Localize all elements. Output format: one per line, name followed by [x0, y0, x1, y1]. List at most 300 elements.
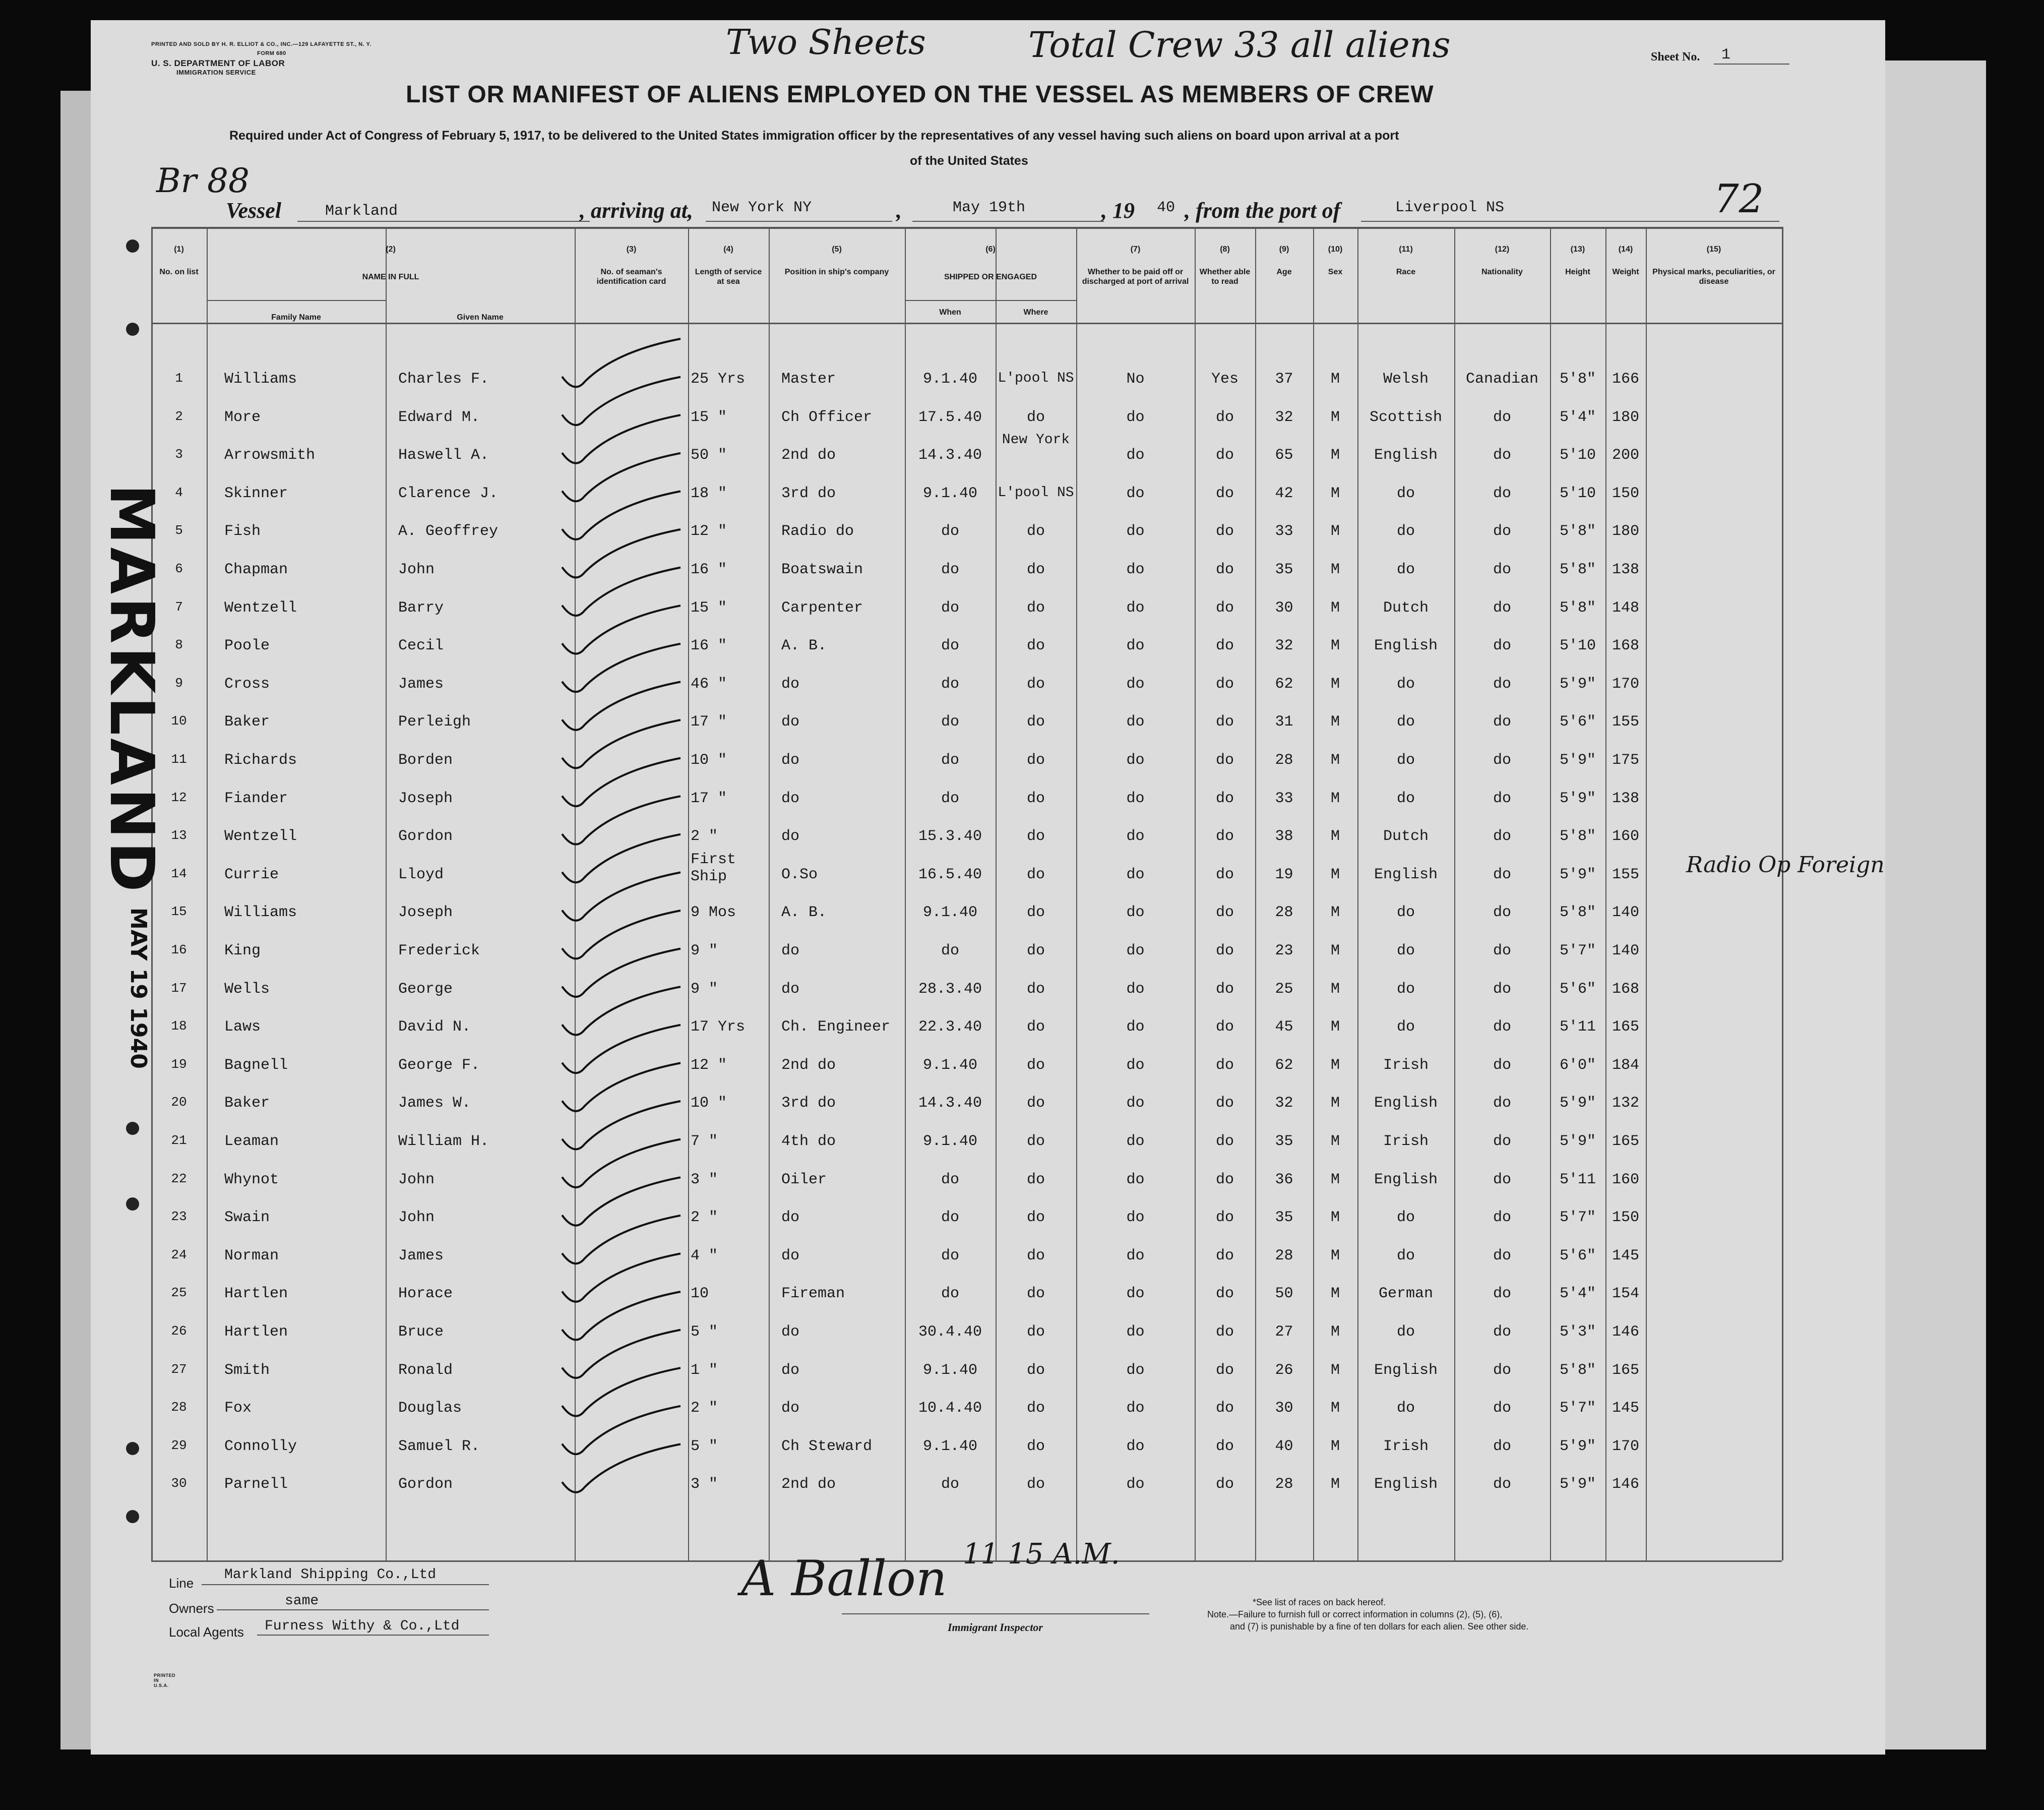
length-of-service: 1 ": [691, 1361, 718, 1379]
age: 33: [1275, 523, 1293, 540]
position: O.So: [781, 866, 818, 883]
row-number: 25: [171, 1285, 187, 1301]
age: 28: [1275, 1247, 1293, 1264]
column-label: Physical marks, peculiarities, or disease: [1652, 268, 1775, 286]
able-to-read: do: [1215, 1476, 1234, 1493]
nationality: do: [1493, 1095, 1511, 1112]
row-number: 21: [171, 1133, 187, 1148]
shipped-when: do: [941, 1209, 959, 1227]
position: do: [781, 790, 800, 807]
shipped-when: 30.4.40: [918, 1323, 982, 1341]
sex: M: [1330, 1247, 1340, 1264]
row-number: 23: [171, 1209, 187, 1225]
family-name: Parnell: [224, 1476, 288, 1493]
height: 5'8": [1559, 523, 1596, 540]
row14-remark: Radio Op Foreign: [1686, 852, 1885, 878]
service-label: IMMIGRATION SERVICE: [176, 69, 256, 76]
able-to-read: do: [1215, 790, 1234, 807]
height: 5'9": [1559, 1437, 1596, 1455]
height: 5'7": [1559, 1400, 1596, 1417]
sex: M: [1330, 447, 1340, 464]
table-rule: [151, 323, 1782, 324]
height: 5'11: [1559, 1171, 1596, 1188]
form-title: LIST OR MANIFEST OF ALIENS EMPLOYED ON THE VESSEL AS MEMBERS OF CREW: [406, 81, 1434, 108]
given-name: Cecil: [398, 637, 444, 655]
table-rule: [769, 227, 770, 1560]
race: Scottish: [1369, 408, 1443, 426]
row-number: 28: [171, 1400, 187, 1415]
length-of-service: First Ship: [691, 851, 736, 885]
shipped-when: 9.1.40: [922, 1056, 978, 1074]
given-name: Bruce: [398, 1323, 444, 1341]
height: 5'9": [1559, 752, 1596, 769]
agents-label: Local Agents: [169, 1624, 244, 1640]
weight: 160: [1612, 828, 1639, 846]
paid-off: do: [1126, 599, 1145, 617]
family-name: Williams: [224, 371, 297, 388]
weight: 170: [1612, 1437, 1639, 1455]
sex: M: [1330, 523, 1340, 540]
printer-line: PRINTED AND SOLD BY H. R. ELLIOT & CO., INC.—129 LAFAYETTE ST., N. Y.: [151, 41, 371, 47]
length-of-service: 7 ": [691, 1133, 718, 1150]
nationality: do: [1493, 1133, 1511, 1150]
shipped-when: do: [941, 942, 959, 959]
able-to-read: do: [1215, 447, 1234, 464]
nationality: do: [1493, 1361, 1511, 1379]
shipped-when: 9.1.40: [922, 904, 978, 922]
position: 3rd do: [781, 485, 836, 502]
length-of-service: 10 ": [691, 752, 727, 769]
nationality: do: [1493, 561, 1511, 578]
paid-off: do: [1126, 1018, 1145, 1036]
column-number: (6): [985, 245, 996, 254]
race: do: [1396, 523, 1415, 540]
column-label: Weight: [1612, 268, 1639, 276]
handwritten-crew-total: Total Crew 33 all aliens: [1028, 24, 1451, 66]
weight: 145: [1612, 1400, 1639, 1417]
length-of-service: 12 ": [691, 523, 727, 540]
position: 3rd do: [781, 1095, 836, 1112]
shipped-where: do: [1026, 1437, 1045, 1455]
shipped-where: New York: [1002, 432, 1070, 448]
nationality: do: [1493, 1437, 1511, 1455]
binder-hole: [126, 1122, 139, 1135]
position: do: [781, 1400, 800, 1417]
position: do: [781, 1247, 800, 1264]
nationality: do: [1493, 1018, 1511, 1036]
race: English: [1374, 637, 1438, 655]
family-name: Williams: [224, 904, 297, 922]
paid-off: do: [1126, 561, 1145, 578]
row-number: 16: [171, 942, 187, 957]
family-name: Fox: [224, 1400, 252, 1417]
shipping-line: Markland Shipping Co.,Ltd: [224, 1567, 437, 1583]
able-to-read: do: [1215, 637, 1234, 655]
shipped-when: 28.3.40: [918, 980, 982, 998]
sex: M: [1330, 408, 1340, 426]
able-to-read: do: [1215, 1209, 1234, 1227]
arrival-year: 40: [1157, 199, 1175, 216]
column-label: Race: [1396, 268, 1416, 276]
shipped-where: do: [1026, 866, 1045, 883]
shipped-where: do: [1026, 1361, 1045, 1379]
sex: M: [1330, 599, 1340, 617]
given-name: Horace: [398, 1285, 453, 1303]
height: 5'8": [1559, 904, 1596, 922]
given-name: Haswell A.: [398, 447, 489, 464]
age: 50: [1275, 1285, 1293, 1303]
table-rule: [386, 227, 387, 1560]
nationality: do: [1493, 1323, 1511, 1341]
age: 62: [1275, 675, 1293, 693]
column-label: Position in ship's company: [784, 268, 889, 276]
nationality: do: [1493, 1476, 1511, 1493]
shipped-where: do: [1026, 1400, 1045, 1417]
race: English: [1374, 866, 1438, 883]
race: Welsh: [1383, 371, 1429, 388]
height: 5'7": [1559, 942, 1596, 959]
paid-off: No: [1126, 371, 1145, 388]
column-label: Nationality: [1481, 268, 1523, 276]
binder-hole: [126, 323, 139, 336]
race: Irish: [1383, 1056, 1429, 1074]
family-name: Hartlen: [224, 1285, 288, 1303]
row-number: 12: [171, 790, 187, 805]
family-name: Connolly: [224, 1437, 297, 1455]
age: 38: [1275, 828, 1293, 846]
table-rule: [1076, 227, 1077, 1560]
sex: M: [1330, 1095, 1340, 1112]
paid-off: do: [1126, 752, 1145, 769]
length-of-service: 17 ": [691, 790, 727, 807]
sex: M: [1330, 1056, 1340, 1074]
height: 5'10: [1559, 447, 1596, 464]
form-subtitle-2: of the United States: [910, 154, 1028, 168]
column-number: (14): [1618, 245, 1633, 254]
nationality: do: [1493, 637, 1511, 655]
binder-hole: [126, 1510, 139, 1523]
race: do: [1396, 561, 1415, 578]
race: do: [1396, 675, 1415, 693]
shipped-where: do: [1026, 1018, 1045, 1036]
row-number: 22: [171, 1171, 187, 1186]
able-to-read: do: [1215, 599, 1234, 617]
paid-off: do: [1126, 1476, 1145, 1493]
handwritten-sheets-note: Two Sheets: [726, 23, 926, 63]
age: 28: [1275, 904, 1293, 922]
given-name: James: [398, 675, 444, 693]
length-of-service: 17 ": [691, 713, 727, 731]
able-to-read: do: [1215, 866, 1234, 883]
position: Carpenter: [781, 599, 863, 617]
height: 5'8": [1559, 599, 1596, 617]
race: do: [1396, 752, 1415, 769]
able-to-read: do: [1215, 942, 1234, 959]
department-label: U. S. DEPARTMENT OF LABOR: [151, 58, 285, 68]
height: 5'7": [1559, 1209, 1596, 1227]
length-of-service: 17 Yrs: [691, 1018, 746, 1036]
paid-off: do: [1126, 485, 1145, 502]
paid-off: do: [1126, 675, 1145, 693]
length-of-service: 9 ": [691, 980, 718, 998]
row-number: 2: [175, 408, 183, 424]
column-number: (4): [723, 245, 733, 254]
line-underline: [202, 1584, 489, 1585]
age: 32: [1275, 408, 1293, 426]
age: 40: [1275, 1437, 1293, 1455]
weight: 155: [1612, 713, 1639, 731]
length-of-service: 2 ": [691, 1209, 718, 1227]
position: 2nd do: [781, 1056, 836, 1074]
race: Dutch: [1383, 828, 1429, 846]
row-number: 29: [171, 1437, 187, 1453]
races-note: *See list of races on back hereof.: [1253, 1597, 1386, 1607]
column-label: Whether able to read: [1199, 268, 1251, 286]
position: Ch Steward: [781, 1437, 873, 1455]
sex: M: [1330, 866, 1340, 883]
shipped-when: 15.3.40: [918, 828, 982, 846]
shipped-when: 9.1.40: [922, 1437, 978, 1455]
height: 5'11: [1559, 1018, 1596, 1036]
column-number: (2): [386, 245, 396, 254]
table-rule: [1782, 227, 1783, 1560]
shipped-when: 17.5.40: [918, 408, 982, 426]
height: 5'9": [1559, 790, 1596, 807]
paid-off: do: [1126, 1171, 1145, 1188]
paid-off: do: [1126, 1361, 1145, 1379]
paid-off: do: [1126, 790, 1145, 807]
able-to-read: do: [1215, 485, 1234, 502]
column-label: SHIPPED OR ENGAGED: [944, 273, 1037, 281]
column-label: Sex: [1328, 268, 1343, 276]
nationality: do: [1493, 447, 1511, 464]
race: do: [1396, 942, 1415, 959]
sex: M: [1330, 1285, 1340, 1303]
nationality: do: [1493, 485, 1511, 502]
length-of-service: 9 ": [691, 942, 718, 959]
column-number: (7): [1130, 245, 1141, 254]
shipped-where: do: [1026, 408, 1045, 426]
height: 5'9": [1559, 1133, 1596, 1150]
sheet-number-line: [1714, 64, 1789, 65]
fine-note-2: and (7) is punishable by a fine of ten dollars for each alien. See other side.: [1230, 1621, 1529, 1632]
sex: M: [1330, 637, 1340, 655]
weight: 138: [1612, 561, 1639, 578]
given-name: Frederick: [398, 942, 480, 959]
weight: 168: [1612, 637, 1639, 655]
sex: M: [1330, 1361, 1340, 1379]
family-name: Fish: [224, 523, 261, 540]
nationality: Canadian: [1465, 371, 1539, 388]
position: Master: [781, 371, 836, 388]
able-to-read: do: [1215, 523, 1234, 540]
nationality: do: [1493, 1400, 1511, 1417]
sex: M: [1330, 1171, 1340, 1188]
shipped-when: do: [941, 1247, 959, 1264]
position: do: [781, 713, 800, 731]
height: 5'6": [1559, 980, 1596, 998]
shipped-where: do: [1026, 828, 1045, 846]
position: A. B.: [781, 637, 827, 655]
height: 5'3": [1559, 1323, 1596, 1341]
column-sublabel: Where: [1023, 308, 1048, 317]
nationality: do: [1493, 1285, 1511, 1303]
position: do: [781, 1361, 800, 1379]
family-name: Laws: [224, 1018, 261, 1036]
given-name: Samuel R.: [398, 1437, 480, 1455]
family-name: Smith: [224, 1361, 270, 1379]
vessel-label: Vessel: [226, 198, 281, 223]
weight: 150: [1612, 1209, 1639, 1227]
position: do: [781, 942, 800, 959]
family-name: Chapman: [224, 561, 288, 578]
height: 5'9": [1559, 866, 1596, 883]
weight: 146: [1612, 1323, 1639, 1341]
weight: 166: [1612, 371, 1639, 388]
family-name: Leaman: [224, 1133, 279, 1150]
given-name: David N.: [398, 1018, 471, 1036]
height: 5'9": [1559, 1476, 1596, 1493]
sex: M: [1330, 752, 1340, 769]
family-name: Arrowsmith: [224, 447, 316, 464]
sex: M: [1330, 904, 1340, 922]
given-name: John: [398, 1209, 435, 1227]
paid-off: do: [1126, 904, 1145, 922]
family-name: Bagnell: [224, 1056, 288, 1074]
age: 28: [1275, 752, 1293, 769]
shipped-when: 22.3.40: [918, 1018, 982, 1036]
shipped-where: do: [1026, 980, 1045, 998]
able-to-read: do: [1215, 1095, 1234, 1112]
form-subtitle: Required under Act of Congress of February 5, 1917, to be delivered to the United States immigration officer by the representatives of any vessel having such aliens on board upon arrival at a port: [229, 129, 1399, 143]
arriving-label: , arriving at,: [580, 198, 693, 223]
shipped-when: 14.3.40: [918, 1095, 982, 1112]
column-number: (5): [832, 245, 842, 254]
column-sublabel: When: [939, 308, 961, 317]
age: 35: [1275, 1209, 1293, 1227]
age: 32: [1275, 637, 1293, 655]
able-to-read: do: [1215, 1323, 1234, 1341]
vessel-stamp: MARKLAND: [96, 484, 166, 895]
family-name: Norman: [224, 1247, 279, 1264]
family-name: Whynot: [224, 1171, 279, 1188]
row-number: 4: [175, 485, 183, 500]
shipped-when: 16.5.40: [918, 866, 982, 883]
owners-underline: [217, 1609, 489, 1610]
race: do: [1396, 485, 1415, 502]
weight: 132: [1612, 1095, 1639, 1112]
column-number: (15): [1706, 245, 1721, 254]
family-name: Cross: [224, 675, 270, 693]
height: 5'8": [1559, 1361, 1596, 1379]
table-rule: [905, 300, 1076, 301]
weight: 148: [1612, 599, 1639, 617]
position: Fireman: [781, 1285, 845, 1303]
able-to-read: do: [1215, 561, 1234, 578]
row-number: 5: [175, 523, 183, 538]
paid-off: do: [1126, 713, 1145, 731]
given-name: Douglas: [398, 1400, 462, 1417]
given-name: William H.: [398, 1133, 489, 1150]
length-of-service: 2 ": [691, 1400, 718, 1417]
departure-port: Liverpool NS: [1395, 199, 1505, 216]
weight: 200: [1612, 447, 1639, 464]
paid-off: do: [1126, 1247, 1145, 1264]
shipped-when: 10.4.40: [918, 1400, 982, 1417]
date-separator: ,: [896, 198, 902, 223]
row-number: 11: [171, 752, 187, 767]
shipped-when: do: [941, 1476, 959, 1493]
shipped-where: do: [1026, 1323, 1045, 1341]
age: 45: [1275, 1018, 1293, 1036]
shipped-where: do: [1026, 790, 1045, 807]
race: German: [1378, 1285, 1434, 1303]
position: A. B.: [781, 904, 827, 922]
race: Irish: [1383, 1437, 1429, 1455]
sex: M: [1330, 790, 1340, 807]
able-to-read: do: [1215, 1171, 1234, 1188]
length-of-service: 16 ": [691, 637, 727, 655]
sex: M: [1330, 675, 1340, 693]
race: do: [1396, 1247, 1415, 1264]
weight: 150: [1612, 485, 1639, 502]
column-label: No. on list: [159, 268, 199, 276]
height: 5'10: [1559, 485, 1596, 502]
binder-hole: [126, 1442, 139, 1455]
sex: M: [1330, 942, 1340, 959]
nationality: do: [1493, 1209, 1511, 1227]
weight: 138: [1612, 790, 1639, 807]
nationality: do: [1493, 1056, 1511, 1074]
weight: 165: [1612, 1361, 1639, 1379]
height: 5'4": [1559, 1285, 1596, 1303]
given-name: Perleigh: [398, 713, 471, 731]
inspection-time: 11 15 A.M.: [963, 1538, 1120, 1571]
table-rule: [1646, 227, 1647, 1560]
corner-mark: Br 88: [156, 161, 250, 200]
position: 4th do: [781, 1133, 836, 1150]
sex: M: [1330, 1323, 1340, 1341]
nationality: do: [1493, 828, 1511, 846]
weight: 160: [1612, 1171, 1639, 1188]
sex: M: [1330, 371, 1340, 388]
given-name: Ronald: [398, 1361, 453, 1379]
race: do: [1396, 1209, 1415, 1227]
owners-value: same: [285, 1593, 319, 1609]
family-name: Baker: [224, 713, 270, 731]
row-number: 10: [171, 713, 187, 729]
able-to-read: do: [1215, 1247, 1234, 1264]
table-rule: [151, 227, 1782, 229]
sheet-number: 1: [1721, 46, 1731, 64]
race: English: [1374, 1361, 1438, 1379]
position: do: [781, 828, 800, 846]
table-rule: [1454, 227, 1455, 1560]
able-to-read: do: [1215, 1400, 1234, 1417]
column-number: (13): [1570, 245, 1585, 254]
family-name: Wentzell: [224, 599, 297, 617]
height: 5'8": [1559, 371, 1596, 388]
column-label: No. of seaman's identification card: [596, 268, 666, 286]
shipped-when: do: [941, 713, 959, 731]
family-name: Currie: [224, 866, 279, 883]
nationality: do: [1493, 790, 1511, 807]
able-to-read: do: [1215, 1437, 1234, 1455]
position: Ch. Engineer: [781, 1018, 891, 1036]
height: 5'8": [1559, 828, 1596, 846]
position: do: [781, 675, 800, 693]
height: 5'6": [1559, 1247, 1596, 1264]
